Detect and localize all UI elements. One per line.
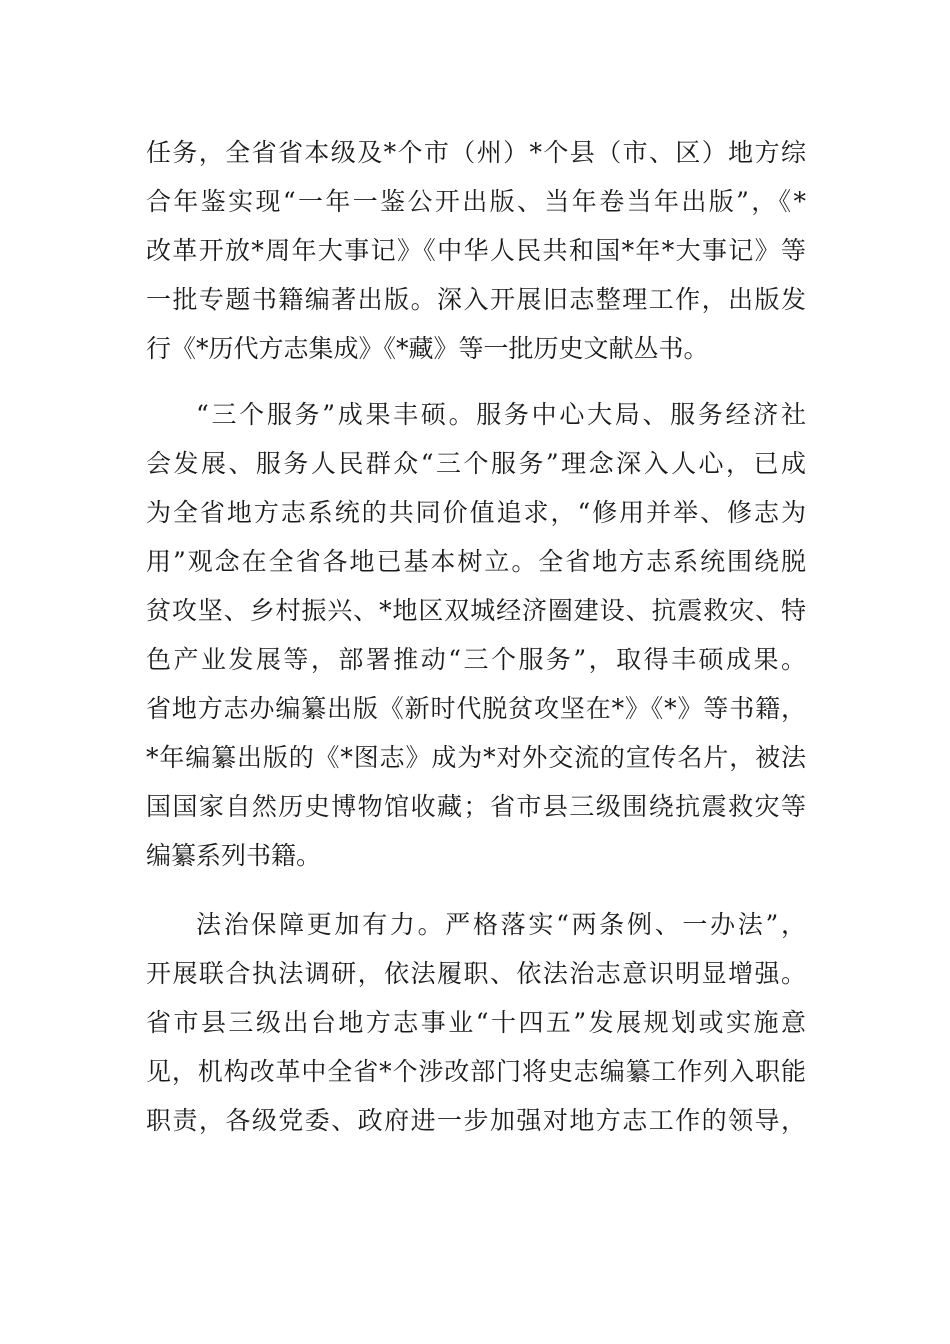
text-line: 色产业发展等，部署推动“三个服务”，取得丰硕成果。 — [146, 645, 806, 674]
text-line: 一批专题书籍编著出版。深入开展旧志整理工作，出版发 — [146, 285, 806, 314]
text-line: 开展联合执法调研，依法履职、依法治志意识明显增强。 — [146, 959, 806, 988]
text-line: 改革开放*周年大事记》《中华人民共和国*年*大事记》等 — [146, 236, 806, 265]
text-line: 编纂系列书籍。 — [146, 841, 322, 870]
text-line: 国国家自然历史博物馆收藏；省市县三级围绕抗震救灾等 — [146, 792, 806, 821]
text-line: 任务，全省省本级及*个市（州）*个县（市、区）地方综 — [146, 138, 806, 167]
text-line: 用”观念在全省各地已基本树立。全省地方志系统围绕脱 — [146, 547, 806, 576]
paragraph-three-services — [146, 390, 806, 880]
text-line: 省地方志办编纂出版《新时代脱贫攻坚在*》《*》等书籍， — [146, 694, 806, 723]
text-line: “三个服务”成果丰硕。服务中心大局、服务经济社 — [196, 400, 806, 429]
text-line: *年编纂出版的《*图志》成为*对外交流的宣传名片，被法 — [146, 743, 806, 772]
text-line: 法治保障更加有力。严格落实“两条例、一办法”， — [196, 910, 806, 939]
text-line: 行《*历代方志集成》《*藏》等一批历史文献丛书。 — [146, 334, 709, 363]
paragraph-annual-yearbooks — [146, 128, 806, 373]
text-line: 为全省地方志系统的共同价值追求，“修用并举、修志为 — [146, 498, 806, 527]
text-line: 见，机构改革中全省*个涉改部门将史志编纂工作列入职能 — [146, 1057, 806, 1086]
text-line: 合年鉴实现“一年一鉴公开出版、当年卷当年出版”，《* — [146, 187, 806, 216]
text-line: 职责，各级党委、政府进一步加强对地方志工作的领导， — [146, 1106, 806, 1135]
text-line: 会发展、服务人民群众“三个服务”理念深入人心，已成 — [146, 449, 806, 478]
paragraph-legal-guarantee — [146, 900, 806, 1145]
text-line: 贫攻坚、乡村振兴、*地区双城经济圈建设、抗震救灾、特 — [146, 596, 806, 625]
text-line: 省市县三级出台地方志事业“十四五”发展规划或实施意 — [146, 1008, 806, 1037]
